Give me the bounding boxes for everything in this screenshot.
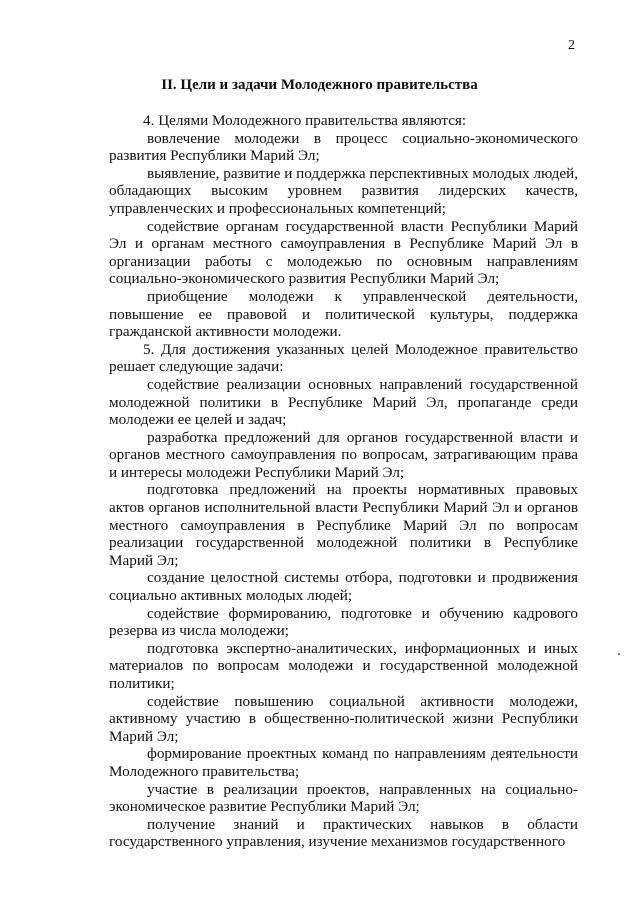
numbered-clause: 4. Целями Молодежного правительства являются:	[143, 112, 467, 129]
list-item: приобщение молодежи к управленческой деятельности, повышение ее правовой и политической культуры, поддержка гражданской активности молодежи.	[109, 287, 578, 341]
document-body	[109, 112, 578, 851]
page-number: 2	[568, 38, 575, 53]
list-item: вовлечение молодежи в процесс социально-экономического развития Республики Марий Эл;	[109, 129, 578, 165]
list-item: подготовка предложений на проекты нормативных правовых актов органов исполнительной власти Республики Марий Эл и органов местного самоуправления в Республике Марий Эл по вопросам реализации государственной молодежной политики в Республике Марий Эл;	[109, 481, 578, 569]
list-item: разработка предложений для органов государственной власти и органов местного самоуправления по вопросам, затрагивающим права и интересы молодежи Республики Марий Эл;	[109, 428, 578, 481]
list-item: формирование проектных команд по направлениям деятельности Молодежного правительства;	[109, 745, 578, 780]
list-item: выявление, развитие и поддержка перспективных молодых людей, обладающих высоким уровнем развития лидерских качеств, управленческих и профессиональных компетенций;	[109, 164, 578, 217]
numbered-clause: 5. Для достижения указанных целей Молодежное правительство решает следующие задачи:	[109, 340, 578, 376]
list-item: содействие реализации основных направлений государственной молодежной политики в Республике Марий Эл, пропаганде среди молодежи ее целей и задач;	[109, 375, 578, 429]
list-item: содействие органам государственной власти Республики Марий Эл и органам местного самоуправления в Республике Марий Эл в организации работы с молодежью по основным направлениям социально-экономического развития Республики Марий Эл;	[109, 217, 578, 288]
section-title: II. Цели и задачи Молодежного правительства	[161, 77, 478, 93]
list-item: получение знаний и практических навыков в области государственного управления, изучение механизмов государственного	[109, 815, 578, 851]
list-item: подготовка экспертно-аналитических, информационных и иных материалов по вопросам молодежи и государственной молодежной политики;	[109, 639, 578, 692]
scan-speck	[618, 653, 620, 655]
list-item: создание целостной системы отбора, подготовки и продвижения социально активных молодых людей;	[109, 569, 578, 605]
list-item: содействие формированию, подготовке и обучению кадрового резерва из числа молодежи;	[109, 604, 578, 640]
list-item: участие в реализации проектов, направленных на социально-экономическое развитие Республики Марий Эл;	[109, 780, 578, 816]
list-item: содействие повышению социальной активности молодежи, активному участию в общественно-политической жизни Республики Марий Эл;	[109, 692, 578, 745]
